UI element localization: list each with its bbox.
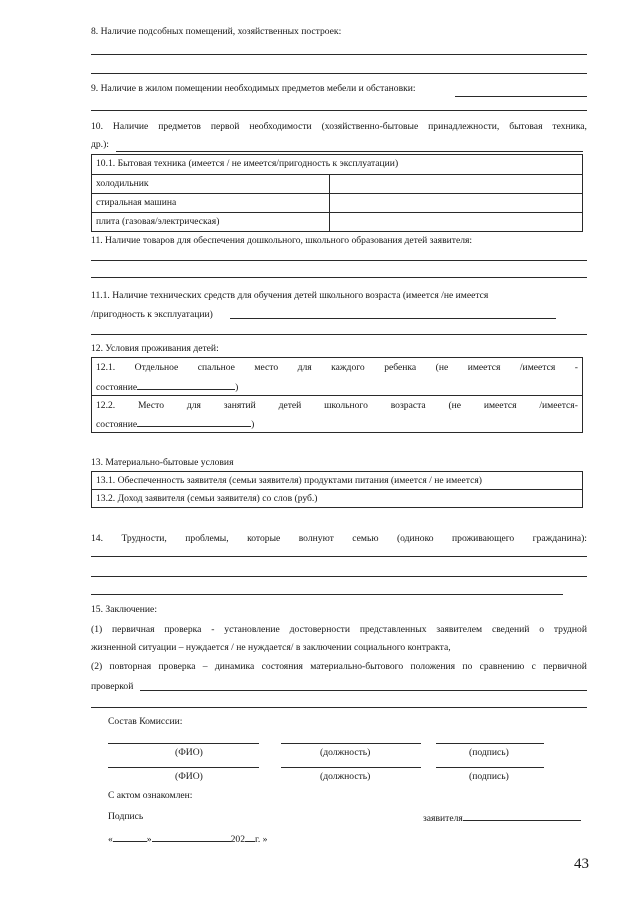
table-row-label: стиральная машина xyxy=(96,197,177,208)
word: техника, xyxy=(552,121,587,132)
word: повторная xyxy=(109,661,152,672)
member-1-signature-caption: (подпись) xyxy=(469,747,509,758)
word: - xyxy=(574,362,578,373)
word: бытовая xyxy=(509,121,543,132)
living-row-2 xyxy=(96,400,578,411)
section-11-1-line-full[interactable] xyxy=(91,334,587,335)
word: положения xyxy=(410,661,456,672)
word: (одиноко xyxy=(396,533,434,544)
word: представленных xyxy=(359,624,427,635)
section-14-line-3[interactable] xyxy=(91,594,563,595)
section-11-line-1[interactable] xyxy=(91,260,587,261)
word: семью xyxy=(352,533,379,544)
close-paren: ) xyxy=(251,419,255,430)
word: динамика xyxy=(214,661,255,672)
word: для xyxy=(297,362,312,373)
word: Трудности, xyxy=(121,533,167,544)
member-1-fio-line[interactable] xyxy=(108,743,259,744)
member-2-fio-caption: (ФИО) xyxy=(175,771,203,782)
word: - xyxy=(211,624,215,635)
word: установление xyxy=(224,624,280,635)
word: о xyxy=(539,624,544,635)
material-row-1: 13.1. Обеспеченность заявителя (семьи заявителя) продуктами питания (имеется / не имеется) xyxy=(96,475,482,486)
word: состояния xyxy=(261,661,303,672)
applicant-label xyxy=(423,811,581,824)
table-value-cell[interactable] xyxy=(330,213,582,231)
conclusion-p1-cont: жизненной ситуации – нуждается / не нуждается/ в заключении социального контракта, xyxy=(91,642,451,653)
word: каждого xyxy=(331,362,365,373)
member-1-position-caption: (должность) xyxy=(320,747,371,758)
word: Отдельное xyxy=(134,362,179,373)
section-14-line-2[interactable] xyxy=(91,576,587,577)
word: (не xyxy=(435,362,449,373)
member-2-position-line[interactable] xyxy=(281,767,421,768)
word: предметов xyxy=(158,121,201,132)
state-label: состояние xyxy=(96,419,138,430)
member-2-fio-line[interactable] xyxy=(108,767,259,768)
section-8-line-2[interactable] xyxy=(91,73,587,74)
word: проверка xyxy=(158,661,196,672)
word: проживающего xyxy=(452,533,515,544)
conclusion-p2 xyxy=(91,661,587,672)
table-row-divider xyxy=(92,489,582,490)
section-9-line-1[interactable] xyxy=(455,96,587,97)
date-year-blank[interactable] xyxy=(245,832,255,842)
member-2-signature-line[interactable] xyxy=(436,767,544,768)
section-13-title: 13. Материально-бытовые условия xyxy=(91,457,234,468)
date-close-quote: » xyxy=(146,834,152,845)
word: достоверности xyxy=(289,624,350,635)
section-11-line-2[interactable] xyxy=(91,277,587,278)
conclusion-line-full[interactable] xyxy=(91,707,587,708)
word: по xyxy=(462,661,473,672)
word: /имеется- xyxy=(539,400,578,411)
word: первичная xyxy=(112,624,155,635)
appliance-table xyxy=(91,154,583,232)
word: место xyxy=(254,362,279,373)
word: /имеется xyxy=(519,362,556,373)
word: с xyxy=(531,661,536,672)
appliance-table-header: 10.1. Бытовая техника (имеется / не имеется/пригодность к эксплуатации) xyxy=(96,158,399,169)
word: необходимости xyxy=(249,121,312,132)
word: первичной xyxy=(543,661,587,672)
living-conditions-table xyxy=(91,357,583,433)
word: возраста xyxy=(390,400,426,411)
word: принадлежности, xyxy=(428,121,500,132)
word: для xyxy=(186,400,201,411)
close-paren: ) xyxy=(235,382,239,393)
living-row-2-cont xyxy=(96,417,254,430)
date-year-suffix: г. » xyxy=(254,834,268,845)
word: трудной xyxy=(553,624,587,635)
section-9-line-2[interactable] xyxy=(91,110,587,111)
word: сравнению xyxy=(479,661,525,672)
section-14-line-1[interactable] xyxy=(91,556,587,557)
section-10-line[interactable] xyxy=(116,151,583,152)
date-month-blank[interactable] xyxy=(152,832,231,842)
word: имеется xyxy=(483,400,517,411)
word: первой xyxy=(210,121,240,132)
word: заявителем xyxy=(436,624,483,635)
date-line xyxy=(108,832,267,845)
date-year-prefix: 202 xyxy=(230,834,245,845)
section-10-title-cont: др.): xyxy=(91,139,109,150)
table-row-label: плита (газовая/электрическая) xyxy=(96,216,220,227)
conclusion-p2-line[interactable] xyxy=(140,690,587,691)
living-row-1-cont xyxy=(96,380,238,393)
word: детей xyxy=(278,400,302,411)
table-row-label: холодильник xyxy=(96,178,149,189)
word: (2) xyxy=(91,661,103,672)
word: сведений xyxy=(491,624,530,635)
word: (хозяйственно-бытовые xyxy=(321,121,419,132)
member-1-signature-line[interactable] xyxy=(436,743,544,744)
section-11-title: 11. Наличие товаров для обеспечения дошкольного, школьного образования детей заявителя: xyxy=(91,235,473,246)
section-11-1-line[interactable] xyxy=(230,318,556,319)
word: (1) xyxy=(91,624,103,635)
section-15-title: 15. Заключение: xyxy=(91,604,157,615)
member-2-signature-caption: (подпись) xyxy=(469,771,509,782)
word: 12.1. xyxy=(96,362,116,373)
date-open-quote: « xyxy=(108,834,113,845)
word: Наличие xyxy=(112,121,149,132)
word: материально-бытового xyxy=(310,661,404,672)
date-day-blank[interactable] xyxy=(113,832,147,842)
word: которые xyxy=(247,533,281,544)
section-9-title: 9. Наличие в жилом помещении необходимых предметов мебели и обстановки: xyxy=(91,83,416,94)
section-11-1-line-1: 11.1. Наличие технических средств для обучения детей школьного возраста (имеется /не имеется xyxy=(91,290,489,301)
state-blank[interactable] xyxy=(137,380,235,390)
word: волнуют xyxy=(298,533,334,544)
page-number: 43 xyxy=(574,856,589,872)
word: (не xyxy=(448,400,462,411)
table-row-divider xyxy=(92,395,582,396)
section-14-title xyxy=(91,533,587,544)
state-blank[interactable] xyxy=(137,417,251,427)
material-conditions-table xyxy=(91,471,583,508)
material-row-2: 13.2. Доход заявителя (семьи заявителя) со слов (руб.) xyxy=(96,493,318,504)
word: гражданина): xyxy=(532,533,587,544)
word: проблемы, xyxy=(185,533,229,544)
section-12-title: 12. Условия проживания детей: xyxy=(91,343,219,354)
conclusion-p1 xyxy=(91,624,587,635)
word: школьного xyxy=(324,400,368,411)
conclusion-p2-cont: проверкой xyxy=(91,681,134,692)
word: 10. xyxy=(91,121,103,132)
word: имеется xyxy=(467,362,501,373)
state-label: состояние xyxy=(96,382,138,393)
member-2-position-caption: (должность) xyxy=(320,771,371,782)
section-11-1-line-2: /пригодность к эксплуатации) xyxy=(91,309,213,320)
acquainted-label: С актом ознакомлен: xyxy=(108,790,193,801)
word: 14. xyxy=(91,533,103,544)
member-1-position-line[interactable] xyxy=(281,743,421,744)
section-8-line-1[interactable] xyxy=(91,54,587,55)
signature-label: Подпись xyxy=(108,811,144,822)
table-value-cell[interactable] xyxy=(330,194,582,212)
word: занятий xyxy=(223,400,256,411)
living-row-1 xyxy=(96,362,578,373)
word: 12.2. xyxy=(96,400,116,411)
applicant-text: заявителя xyxy=(423,813,463,824)
section-8-title: 8. Наличие подсобных помещений, хозяйственных построек: xyxy=(91,26,342,37)
member-1-fio-caption: (ФИО) xyxy=(175,747,203,758)
word: ребенка xyxy=(384,362,417,373)
word: – xyxy=(202,661,208,672)
section-10-title xyxy=(91,121,587,132)
word: проверка xyxy=(164,624,202,635)
commission-title: Состав Комиссии: xyxy=(108,716,183,727)
table-value-cell[interactable] xyxy=(330,175,582,193)
word: спальное xyxy=(197,362,235,373)
applicant-signature-blank[interactable] xyxy=(463,811,581,821)
word: Место xyxy=(137,400,165,411)
